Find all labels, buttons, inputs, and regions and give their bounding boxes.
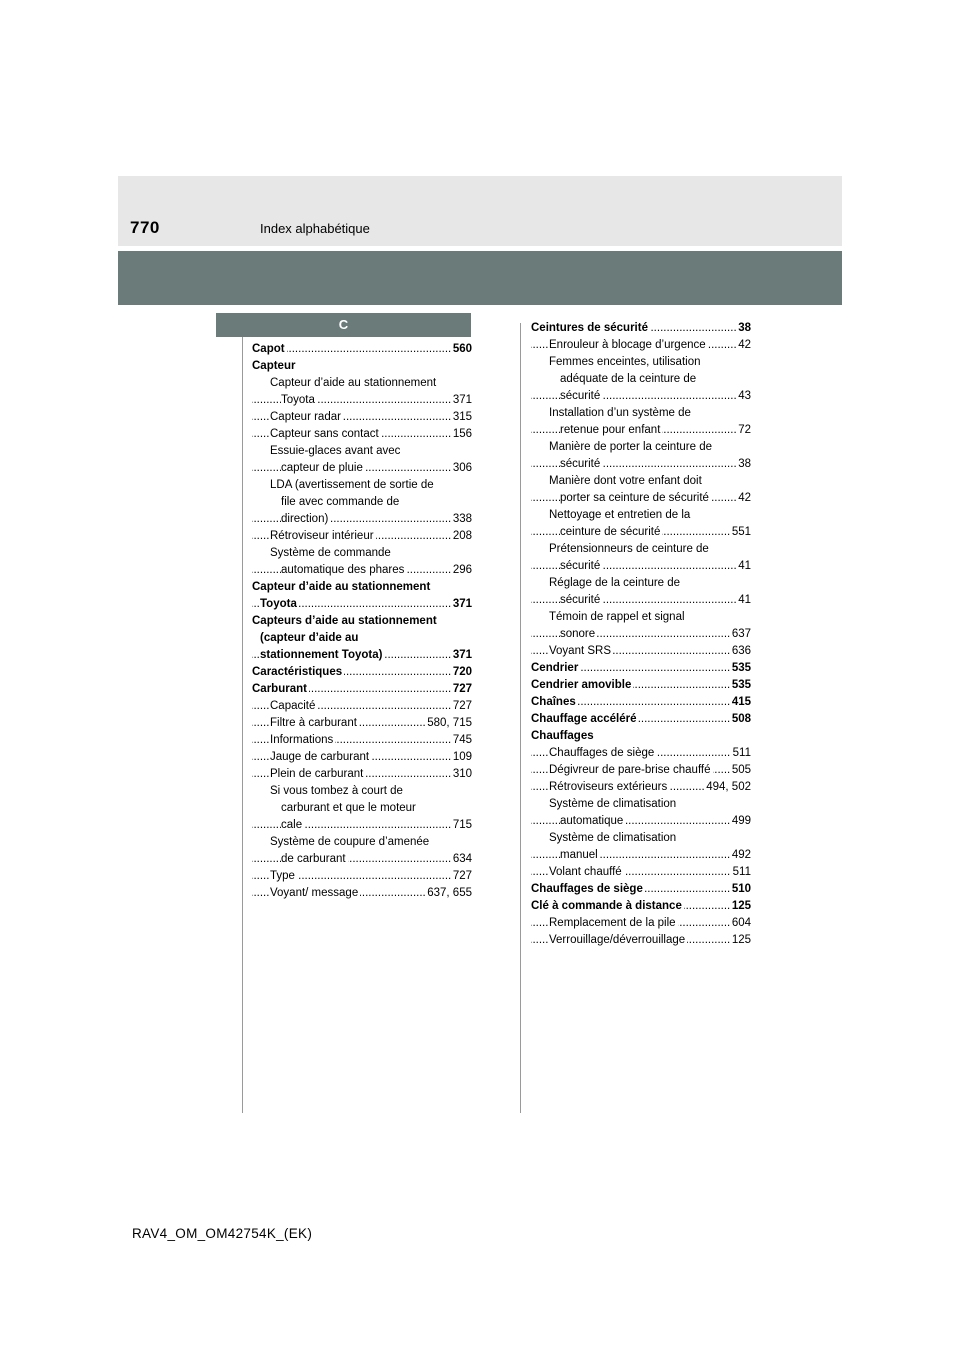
index-entry-text: Prétensionneurs de ceinture de sécurité	[549, 543, 709, 572]
index-entry-text: Chaînes	[531, 696, 576, 708]
index-entry-text: Jauge de carburant	[270, 751, 370, 763]
index-entry	[531, 762, 751, 779]
index-entry-page: 727	[451, 681, 472, 698]
index-entry	[252, 868, 472, 885]
index-entry-page: 745	[451, 732, 472, 749]
index-entry-text: LDA (avertissement de sortie de file avec commande de direction)	[270, 479, 434, 525]
index-entry-text: Système de commande automatique des phares	[270, 547, 405, 576]
index-entry	[252, 528, 472, 545]
index-entry	[252, 613, 472, 664]
index-entry	[531, 881, 751, 898]
index-entry-page: 727	[451, 698, 472, 715]
index-entry-text: Chauffage accéléré	[531, 713, 637, 725]
index-entry	[531, 898, 751, 915]
index-entry-page: 43	[736, 388, 751, 405]
section-title: Index alphabétique	[260, 221, 370, 236]
index-entry-page: 72	[736, 422, 751, 439]
index-entry	[252, 766, 472, 783]
index-entry	[531, 507, 751, 541]
index-entry-text: Capteurs d’aide au stationnement (capteur d’aide au stationnement Toyota)	[252, 615, 437, 661]
index-entry-page: 535	[730, 677, 751, 694]
index-entry-page: 560	[451, 341, 472, 358]
index-entry-page: 41	[736, 558, 751, 575]
index-entry	[252, 545, 472, 579]
index-entry-text: Femmes enceintes, utilisation adéquate de la ceinture de sécurité	[549, 356, 701, 402]
index-entry	[252, 409, 472, 426]
index-entry-text: Rétroviseur intérieur	[270, 530, 374, 542]
index-entry-page: 492	[730, 847, 751, 864]
index-entry	[252, 749, 472, 766]
index-entry	[252, 579, 472, 613]
index-entry-page: 499	[730, 813, 751, 830]
index-entry	[531, 864, 751, 881]
index-entry-page: 511	[731, 864, 751, 881]
index-entry	[252, 341, 472, 358]
index-entry-page: 371	[451, 392, 472, 409]
index-letter-tab: C	[216, 313, 471, 337]
index-entry-text: Capacité	[270, 700, 316, 712]
index-entry-text: Chauffages de siège	[549, 747, 655, 759]
index-entry-text: Si vous tombez à court de carburant et que le moteur cale	[270, 785, 416, 831]
index-entry	[252, 477, 472, 528]
index-entry-page: 508	[730, 711, 751, 728]
index-column-left	[252, 341, 472, 902]
index-entry	[252, 732, 472, 749]
index-entry-page: 125	[730, 898, 751, 915]
index-entry-page: 505	[730, 762, 751, 779]
index-entry	[531, 745, 751, 762]
index-entry-text: Ceintures de sécurité	[531, 322, 648, 334]
index-entry-text: Système de climatisation automatique	[549, 798, 677, 827]
index-entry	[531, 541, 751, 575]
index-entry	[531, 694, 751, 711]
index-entry	[252, 358, 472, 375]
index-entry-page: 494, 502	[704, 779, 751, 796]
index-entry	[531, 728, 751, 745]
index-entry-page: 634	[451, 851, 472, 868]
index-entry-text: Plein de carburant	[270, 768, 364, 780]
page-number: 770	[130, 218, 160, 237]
index-entry	[252, 443, 472, 477]
index-entry	[531, 677, 751, 694]
index-entry-text: Volant chauffé	[549, 866, 622, 878]
index-entry-page: 604	[730, 915, 751, 932]
index-entry-page: 715	[451, 817, 472, 834]
index-entry	[252, 426, 472, 443]
index-entry	[531, 337, 751, 354]
index-entry-text: Essuie-glaces avant avec capteur de pluie	[270, 445, 401, 474]
index-entry	[531, 779, 751, 796]
index-entry-page: 306	[451, 460, 472, 477]
index-entry	[531, 405, 751, 439]
index-entry-page: 156	[451, 426, 472, 443]
index-entry	[531, 830, 751, 864]
index-entry	[531, 354, 751, 405]
index-entry-page: 38	[736, 456, 751, 473]
index-entry-text: Nettoyage et entretien de la ceinture de sécurité	[549, 509, 691, 538]
index-entry	[531, 796, 751, 830]
index-entry	[252, 834, 472, 868]
index-entry-text: Réglage de la ceinture de sécurité	[549, 577, 681, 606]
index-entry-page: 42	[736, 337, 751, 354]
index-entry	[531, 575, 751, 609]
index-entry-page: 727	[451, 868, 472, 885]
index-entry-text: Chauffages	[531, 730, 594, 742]
index-entry	[531, 643, 751, 660]
index-entry-text: Manière dont votre enfant doit porter sa ceinture de sécurité	[549, 475, 709, 504]
index-entry-text: Chauffages de siège	[531, 883, 643, 895]
index-entry	[531, 609, 751, 643]
index-entry-text: Système de climatisation manuel	[549, 832, 677, 861]
index-entry-page: 310	[451, 766, 472, 783]
index-entry	[252, 664, 472, 681]
index-entry-text: Capot	[252, 343, 285, 355]
index-entry-page: 315	[451, 409, 472, 426]
index-entry	[252, 375, 472, 409]
index-entry-page: 371	[451, 596, 472, 613]
index-entry-text: Type	[270, 870, 295, 882]
index-entry-page: 296	[451, 562, 472, 579]
index-entry-text: Remplacement de la pile	[549, 917, 676, 929]
index-entry-page: 637, 655	[425, 885, 472, 902]
index-entry-text: Voyant SRS	[549, 645, 612, 657]
index-entry	[252, 698, 472, 715]
index-entry-text: Système de coupure d’amenée de carburant	[270, 836, 430, 865]
index-entry-text: Capteur d’aide au stationnement Toyota	[252, 581, 431, 610]
index-entry-text: Témoin de rappel et signal sonore	[549, 611, 685, 640]
index-entry-text: Verrouillage/déverrouillage	[549, 934, 686, 946]
index-entry-page: 109	[451, 749, 472, 766]
left-column-rule	[242, 337, 243, 1113]
index-entry-text: Installation d’un système de retenue pour enfant	[549, 407, 691, 436]
index-entry	[252, 681, 472, 698]
index-column-right	[531, 320, 751, 949]
index-entry-page: 41	[736, 592, 751, 609]
index-entry-text: Cendrier amovible	[531, 679, 632, 691]
index-entry	[531, 915, 751, 932]
index-entry-text: Clé à commande à distance	[531, 900, 682, 912]
index-entry-text: Capteur radar	[270, 411, 341, 423]
index-entry-page: 637	[730, 626, 751, 643]
index-entry-text: Cendrier	[531, 662, 579, 674]
index-entry-page: 415	[730, 694, 751, 711]
index-entry-text: Manière de porter la ceinture de sécurité	[549, 441, 713, 470]
index-entry-text: Dégivreur de pare-brise chauffé	[549, 764, 711, 776]
index-entry-text: Enrouleur à blocage d’urgence	[549, 339, 706, 351]
index-entry-page: 125	[730, 932, 751, 949]
index-entry-text: Capteur sans contact	[270, 428, 379, 440]
index-entry-text: Caractéristiques	[252, 666, 343, 678]
index-entry-page: 38	[736, 320, 751, 337]
index-entry-page: 338	[451, 511, 472, 528]
index-entry-page: 636	[730, 643, 751, 660]
index-entry-text: Capteur d’aide au stationnement Toyota	[270, 377, 437, 406]
right-column-rule	[520, 323, 521, 1113]
index-entry-text: Capteur	[252, 360, 296, 372]
index-entry-text: Filtre à carburant	[270, 717, 357, 729]
index-entry-text: Carburant	[252, 683, 307, 695]
index-entry-text: Voyant/ message	[270, 887, 359, 899]
index-entry-page: 42	[736, 490, 751, 507]
index-entry	[531, 473, 751, 507]
document-code: RAV4_OM_OM42754K_(EK)	[132, 1226, 313, 1241]
index-entry-page: 510	[730, 881, 751, 898]
header-band	[118, 176, 842, 246]
index-entry-page: 208	[451, 528, 472, 545]
index-entry	[531, 439, 751, 473]
index-entry-page: 551	[730, 524, 751, 541]
index-entry	[531, 320, 751, 337]
index-entry-text: Informations	[270, 734, 334, 746]
index-entry-page: 535	[730, 660, 751, 677]
index-entry-page: 511	[731, 745, 751, 762]
index-entry	[252, 885, 472, 902]
index-entry	[531, 711, 751, 728]
index-entry	[531, 932, 751, 949]
index-entry	[252, 783, 472, 834]
index-entry-page: 371	[451, 647, 472, 664]
index-entry	[252, 715, 472, 732]
header-bar	[118, 251, 842, 305]
index-entry-text: Rétroviseurs extérieurs	[549, 781, 668, 793]
index-entry	[531, 660, 751, 677]
index-entry-page: 720	[451, 664, 472, 681]
index-entry-page: 580, 715	[425, 715, 472, 732]
